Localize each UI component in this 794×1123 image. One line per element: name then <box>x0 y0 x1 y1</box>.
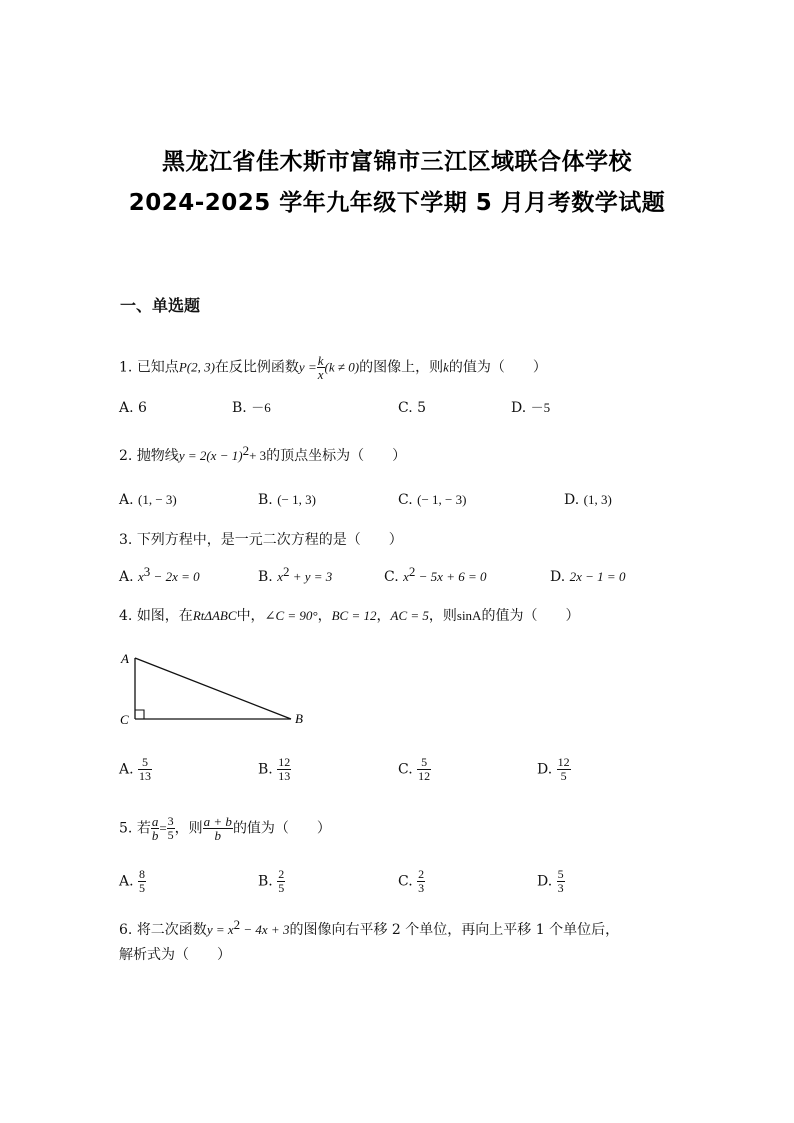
option-c[interactable]: C. $x^2 - 5x + 6 = 0$ <box>384 564 487 585</box>
option-d[interactable]: D. (1, 3) <box>564 492 612 508</box>
option-a[interactable]: A. $\frac{8}{5}$ <box>119 867 146 895</box>
option-d[interactable]: D. $\frac{5}{3}$ <box>537 867 564 895</box>
option-a[interactable]: A. 6 <box>119 400 147 416</box>
option-a[interactable]: A. $\frac{5}{13}$ <box>119 755 152 783</box>
question-3: 3. 下列方程中，是一元二次方程的是（ ） <box>119 532 403 548</box>
option-d[interactable]: D. 2x − 1 = 0 <box>550 569 626 585</box>
option-d[interactable]: D. $\frac{12}{5}$ <box>537 755 570 783</box>
question-number: 2. <box>119 448 133 464</box>
exam-title-line1: 黑龙江省佳木斯市富锦市三江区域联合体学校 <box>162 149 632 175</box>
side-ab <box>135 658 291 719</box>
option-c[interactable]: C. (− 1, − 3) <box>398 492 467 508</box>
vertex-label-c: C <box>120 712 129 727</box>
question-number: 3. <box>119 532 133 548</box>
question-number: 1. <box>119 359 133 376</box>
option-b[interactable]: B. $x^2 + y = 3$ <box>258 564 333 585</box>
option-d[interactable]: D. －5 <box>511 400 551 416</box>
question-5: 5. 若 $\frac{a}{b}$ = $\frac{3}{5}$ ，则 $\frac{a + b}{b}$ 的值为（ ） <box>119 814 331 843</box>
option-b[interactable]: B. $\frac{12}{13}$ <box>258 755 291 783</box>
question-6-continued: 解析式为（ ） <box>119 947 231 963</box>
question-2: 2. 抛物线$y = 2(x - 1)^2+ 3$的顶点坐标为（ ） <box>119 443 407 464</box>
vertex-label-b: B <box>295 711 303 726</box>
option-b[interactable]: B. $\frac{2}{5}$ <box>258 867 285 895</box>
question-1: 1. 已知点P(2, 3)在反比例函数y = $\frac{k}{x}$ (k ≠ 0)的图像上，则k的值为（ ） <box>119 353 547 382</box>
option-c[interactable]: C. $\frac{2}{3}$ <box>398 867 425 895</box>
question-number: 4. <box>119 608 133 624</box>
option-a[interactable]: A. $x^3 - 2x = 0$ <box>119 564 200 585</box>
question-number: 5. <box>119 820 133 837</box>
question-4: 4. 如图，在RtΔABC中，∠C = 90°，BC = 12，AC = 5，则sinA的值为（ ） <box>119 608 580 624</box>
section-heading-single-choice: 一、单选题 <box>120 296 201 315</box>
fraction-k-over-x: $\frac{k}{x}$ <box>317 353 324 382</box>
right-angle-mark <box>135 710 144 719</box>
option-b[interactable]: B. －6 <box>232 400 271 416</box>
option-c[interactable]: C. $\frac{5}{12}$ <box>398 755 431 783</box>
right-triangle-figure <box>115 648 315 730</box>
option-b[interactable]: B. (− 1, 3) <box>258 492 316 508</box>
exam-title-line2: 2024-2025 学年九年级下学期 5 月月考数学试题 <box>128 190 666 216</box>
question-6: 6. 将二次函数$y = x^2 - 4x + 3$的图像向右平移 2 个单位，再向上平移 1 个单位后， <box>119 917 620 938</box>
vertex-label-a: A <box>121 651 129 666</box>
option-a[interactable]: A. (1, − 3) <box>119 492 177 508</box>
question-number: 6. <box>119 922 133 938</box>
option-c[interactable]: C. 5 <box>398 400 427 416</box>
